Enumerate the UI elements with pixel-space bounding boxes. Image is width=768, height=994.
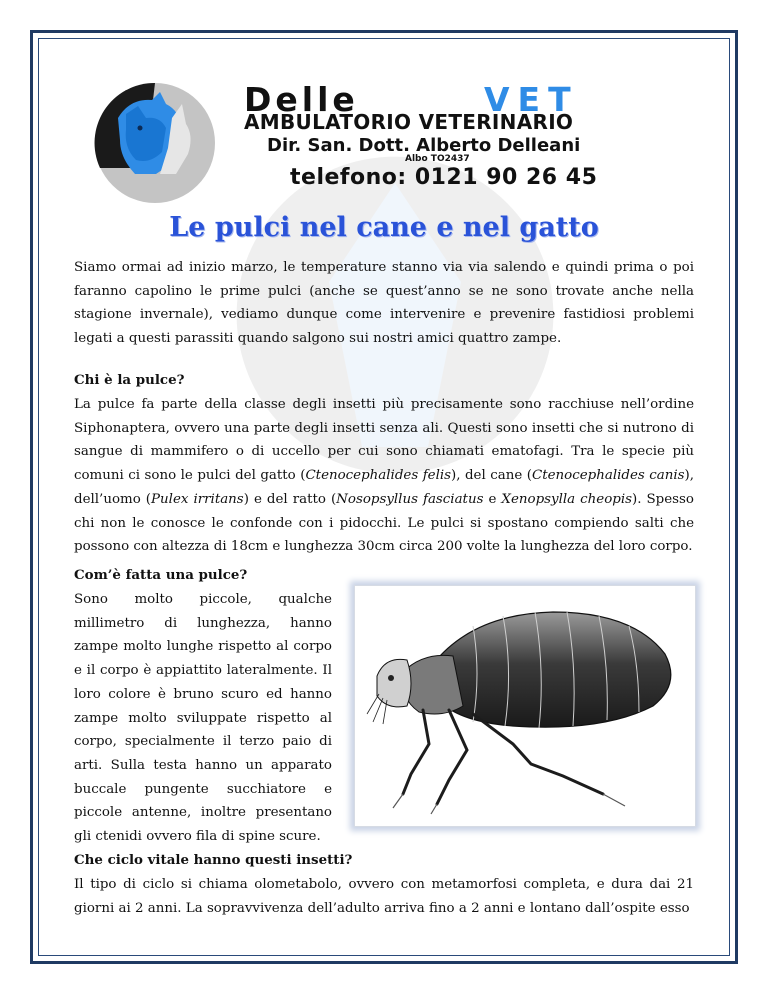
section-heading-anatomy: Com’è fatta una pulce?	[74, 567, 248, 583]
clinic-name: AMBULATORIO VETERINARIO	[244, 110, 574, 134]
brand-name-part1: Delle	[244, 85, 359, 115]
text-run: ). Spesso chi non le conosce le confonde con i pidocchi. Le pulci si spostano compiendo salti che possono con altezza di 18cm e lunghezza 30cm circa 200 volte la lunghezza del loro corpo.	[74, 491, 694, 555]
intro-paragraph: Siamo ormai ad inizio marzo, le temperature stanno via via salendo e quindi prima o poi faranno capolino le prime pulci (anche se quest’anno se ne sono trovate anche nella stagione invernale), vediamo dunque come intervenire e prevenire fastidiosi problemi legati a questi parassiti quando salgono sui nostri amici quattro zampe.	[74, 260, 694, 347]
flea-illustration	[354, 585, 696, 827]
species-name: Pulex irritans	[151, 491, 244, 507]
dellevet-logo-icon	[90, 78, 220, 208]
text-run: ), del cane (	[451, 468, 532, 484]
brand-name-part2: VET	[484, 85, 579, 115]
section-heading-what-is: Chi è la pulce?	[74, 372, 185, 388]
section-heading-life-cycle: Che ciclo vitale hanno questi insetti?	[74, 852, 353, 868]
text-run: ), dell’uomo (	[74, 468, 694, 507]
section-paragraph-life-cycle: Il tipo di ciclo si chiama olometabolo, ovvero con metamorfosi completa, e dura dai 21 giorni ai 2 anni. La sopravvivenza dell’adulto arriva fino a 2 anni e lontano dall’ospite esso	[74, 877, 694, 916]
page-title: Le pulci nel cane e nel gatto	[169, 212, 599, 243]
flea-drawing	[363, 594, 687, 818]
species-name: Nosopsyllus fasciatus	[336, 491, 484, 507]
species-name: Ctenocephalides felis	[305, 468, 452, 484]
phone-number: telefono: 0121 90 26 45	[290, 165, 598, 190]
albo-number: Albo TO2437	[405, 154, 470, 164]
text-run: La pulce fa parte della classe degli insetti più precisamente sono racchiuse nell’ordine Siphonaptera, ovvero una parte degli insetti senza ali. Questi sono insetti che si nutrono di sangue di mammifero o di uccello per cui sono chiamati ematofagi. Tra le specie più comuni ci sono le pulci del gatto (	[74, 397, 694, 484]
species-name: Xenopsylla cheopis	[501, 491, 632, 507]
species-name: Ctenocephalides canis	[531, 468, 685, 484]
text-run: e	[483, 491, 502, 507]
section-paragraph-what-is	[74, 393, 694, 559]
director-name: Dir. San. Dott. Alberto Delleani	[267, 135, 581, 156]
text-run: ) e del ratto (	[243, 491, 337, 507]
section-paragraph-anatomy: Sono molto piccole, qualche millimetro di lunghezza, hanno zampe molto lunghe rispetto al corpo e il corpo è appiattito lateralmente. Il loro colore è bruno scuro ed hanno zampe molto sviluppate rispetto al corpo, specialmente il terzo paio di arti. Sulla testa hanno un apparato buccale pungente succhiatore e piccole antenne, inoltre presentano gli ctenidi ovvero fila di spine scure.	[74, 592, 332, 845]
